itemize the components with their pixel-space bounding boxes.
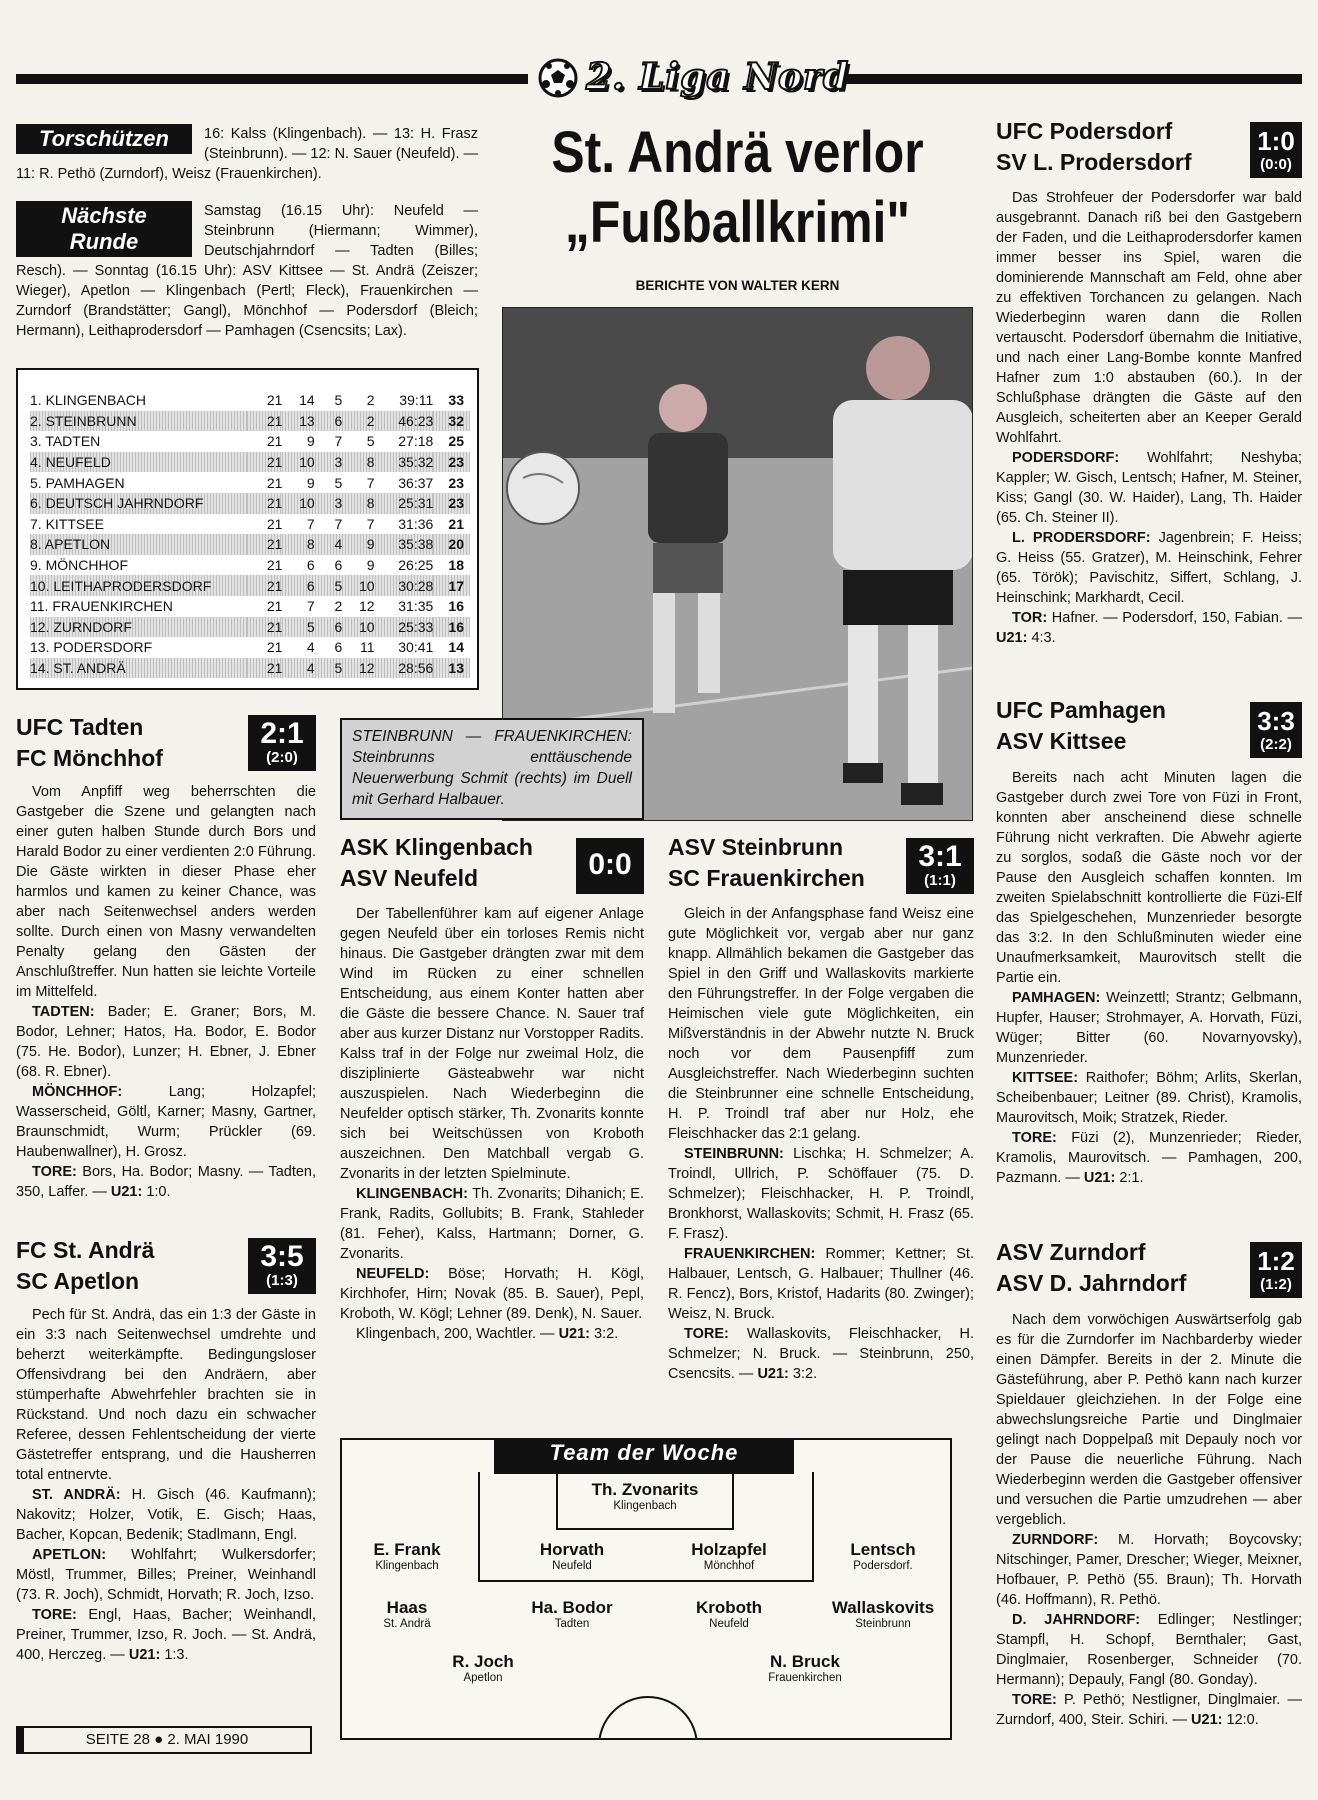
match-standrae-body: Pech für St. Andrä, das ein 1:3 der Gäste in ein 3:3 nach Seitenwechsel umdrehte und beherzt weiterkämpfte. Bedingungsloser Offensivdrang bei den Andräern, aber stümperhafte Abwehrfehler brachten sie in Rückstand. Und noch dazu ein schwacher Referee, dessen Fehlentscheidung der vierte Gästetreffer entsprang, und die Hausherren total entnervte. (16, 1307, 316, 1483)
standings-cell: 8 (342, 452, 374, 473)
standings-cell: 6 (306, 557, 315, 574)
standings-cell: 7 (306, 598, 315, 615)
headline-line2: „Fußballkrimi" (564, 190, 911, 255)
standings-cell: 2 (334, 598, 343, 615)
header-rule-right (842, 74, 1302, 84)
standings-cell: 2 (366, 392, 375, 409)
match-klingenbach-score-value: 0:0 (588, 848, 632, 881)
match-klingenbach-lineup1-label: KLINGENBACH: (356, 1186, 468, 1202)
standings-cell: 5 (282, 617, 314, 638)
standings-cell: 21 (247, 493, 283, 514)
standings-cell: 46:23 (375, 411, 434, 432)
match-pamhagen-u21: 2:1. (1119, 1170, 1144, 1186)
match-podersdorf-team1: UFC Podersdorf (996, 118, 1173, 144)
match-tadten-tore: Bors, Ha. Bodor; Masny. — Tadten, 350, Laffer. — (16, 1164, 317, 1200)
match-steinbrunn-score (906, 838, 974, 894)
torschuetzen-label: Torschützen (16, 124, 192, 154)
match-podersdorf-lineup2: Jagenbrein; F. Heiss; G. Heiss (55. Gratzer), M. Heinschink, Fehrer (65. Török); Pavischitz, Siffert, Schlang, J. Heinschink; Markhardt, Cecil. (996, 530, 1303, 606)
match-steinbrunn-u21-label: U21: (757, 1366, 789, 1382)
match-podersdorf-body: Das Strohfeuer der Podersdorfer war bald ausgebrannt. Danach riß bei den Gastgebern der Faden, und die Leithaprodersdorfer kamen immer besser ins Spiel, waren die dominierende Mannschaft am Feld, ohne aber zu effektiven Torchancen zu gelangen. Nach Wiederbeginn waren dann die Rollen vertauscht. Podersdorf übernahm die Initiative, und nach einer Lang-Bombe konnte Manfred Hafner zum 1:0 abstauben (60.). In der Schlußphase drängten die Gäste auf den Ausgleich, scheiterten aber an Keeper Gerald Wohlfahrt. (996, 190, 1302, 446)
standings-cell: 2 (342, 411, 374, 432)
match-pamhagen-lineup2: Raithofer; Böhm; Arlits, Skerlan, Scheibenbauer; Leitner (89. Christ), Kramolis, Maurovitsch, Moik; Stratzek, Rieder. (996, 1070, 1303, 1126)
player-forward-2: N. Bruck Frauenkirchen (768, 1652, 842, 1684)
standings-cell: 21 (266, 557, 283, 574)
match-pamhagen-team2: ASV Kittsee (996, 728, 1127, 754)
naechste-runde-block (16, 201, 478, 341)
match-standrae-report (16, 1305, 316, 1665)
player-midfielder-3: Kroboth Neufeld (695, 1598, 763, 1630)
match-tadten-score-value: 2:1 (260, 717, 304, 750)
match-podersdorf-halftime: (0:0) (1260, 156, 1292, 173)
standings-cell: 9 (366, 557, 375, 574)
standings-cell: 12 (359, 598, 375, 615)
match-tadten-u21: 1:0. (146, 1184, 171, 1200)
match-podersdorf-lineup2-label: L. PRODERSDORF: (1012, 530, 1151, 546)
photo-caption: STEINBRUNN — FRAUENKIRCHEN: Steinbrunns enttäuschende Neuerwerbung Schmit (rechts) im Duell mit Gerhard Halbauer. (340, 718, 644, 820)
standings-cell: 21 (247, 617, 283, 638)
standings-row (30, 390, 470, 411)
standings-points: 18 (448, 557, 464, 574)
standings-cell: 5 (315, 575, 343, 596)
match-standrae-team2: SC Apetlon (16, 1268, 140, 1294)
match-klingenbach-team2: ASV Neufeld (340, 865, 479, 891)
standings-points: 25 (448, 433, 464, 450)
standings-cell: 21 (266, 639, 283, 656)
standings-team: 14. ST. ANDRÄ (30, 658, 247, 679)
standings-cell: 30:28 (375, 575, 434, 596)
standings-cell: 10 (342, 617, 374, 638)
match-pamhagen-title (996, 695, 1246, 757)
match-zurndorf-tore-label: TORE: (1012, 1692, 1057, 1708)
match-zurndorf-u21: 12:0. (1226, 1712, 1259, 1728)
standings-cell: 6 (334, 557, 343, 574)
match-klingenbach-lineup1: Th. Zvonarits; Dihanich; E. Frank, Radits, Gollubits; B. Frank, Stahleder (81. Feher), Kalss, Hartmann; Dorner, G. Zvonarits. (340, 1186, 644, 1262)
match-zurndorf-team2: ASV D. Jahrndorf (996, 1270, 1187, 1296)
standings-points: 23 (448, 474, 464, 491)
player-defender-2: Horvath Neufeld (539, 1540, 605, 1572)
match-klingenbach-lineup2-label: NEUFELD: (356, 1266, 430, 1282)
match-zurndorf-u21-label: U21: (1191, 1712, 1223, 1728)
match-podersdorf-tore-label: TOR: (1012, 610, 1048, 626)
standings-points: 20 (433, 534, 470, 555)
standings-team: 11. FRAUENKIRCHEN (30, 598, 173, 615)
match-tadten-team1: UFC Tadten (16, 714, 144, 740)
standings-team: 8. APETLON (30, 534, 247, 555)
standings-cell: 9 (306, 474, 315, 491)
match-tadten-team2: FC Mönchhof (16, 745, 163, 771)
match-klingenbach-body: Der Tabellenführer kam auf eigener Anlage gegen Neufeld über ein torloses Remis nicht hinaus. Die Gastgeber drängten zwar mit dem Wind im Rücken zu einer schnellen Entscheidung, aus einem Konter hatten aber die Gäste die bessere Chance. N. Sauer traf aber aus kurzer Distanz nur Vorstopper Radits. Kalss traf in der Folge nur zweimal Holz, die disziplinierte Gästeabwehr war nicht auszuspielen. Nach Wiederbeginn die Neufelder optisch stärker, Th. Zvonarits konnte sich bei Weitschüssen von Kroboth auszeichnen. Den Matchball vergab G. Zvonarits in der letzten Spielminute. (340, 906, 644, 1182)
match-zurndorf-title (996, 1237, 1246, 1299)
standings-table (16, 368, 479, 690)
player-defender-4: Lentsch Podersdorf. (850, 1540, 916, 1572)
standings-team: 13. PODERSDORF (30, 639, 153, 656)
match-tadten-lineup2: Lang; Holzapfel; Wasserscheid, Göltl, Karner; Masny, Gartner, Braunschmidt, Wurm; Prückler (69. Haubenwallner), H. Grosz. (16, 1084, 317, 1160)
standings-cell: 35:32 (375, 452, 434, 473)
match-steinbrunn-tore-label: TORE: (684, 1326, 729, 1342)
page-number: SEITE 28 (85, 1731, 150, 1748)
standings-cell: 7 (334, 515, 343, 532)
player-midfielder-4: Wallaskovits Steinbrunn (831, 1598, 935, 1630)
player-defender-3: Holzapfel Mönchhof (691, 1540, 767, 1572)
standings-team: 9. MÖNCHHOF (30, 557, 128, 574)
match-steinbrunn-team1: ASV Steinbrunn (668, 834, 844, 860)
team-der-woche-title: Team der Woche (494, 1438, 794, 1474)
headline-line1: St. Andrä verlor (551, 120, 924, 185)
standings-cell: 7 (366, 474, 375, 491)
standings-points: 14 (448, 639, 464, 656)
match-steinbrunn-score-value: 3:1 (918, 840, 962, 873)
soccer-ball-icon (538, 58, 578, 103)
standings-cell: 25:31 (375, 493, 434, 514)
standings-row (30, 452, 470, 473)
match-tadten-body: Vom Anpfiff weg beherrschten die Gastgeber die Szene und gelangten nach einer guten halben Stunde durch Bors und Harald Bodor zu einer verdienten 2:0 Führung. Die Gäste wirkten in dieser Phase eher harmlos und kamen zu keiner Chance, was aber nach Seitenwechsel anders werden sollte. Durch einen von Masny verwandelten Penalty gelang den Gästen der Anschlußtreffer. Nun hatten sie leichte Vorteile im Mittelfeld. (16, 784, 316, 1000)
match-pamhagen-report (996, 768, 1302, 1188)
match-standrae-u21-label: U21: (128, 1647, 161, 1663)
standings-cell: 7 (334, 433, 343, 450)
standings-team: 2. STEINBRUNN (30, 411, 247, 432)
standings-cell: 12 (342, 658, 374, 679)
match-tadten-lineup1: Bader; E. Graner; Bors, M. Bodor, Lehner; Hatos, Ha. Bodor, E. Bodor (75. He. Bodor), Lunzer; H. Ebner, J. Ebner (68. R. Ebner). (16, 1004, 316, 1080)
standings-points: 16 (433, 617, 470, 638)
match-pamhagen-halftime: (2:2) (1260, 736, 1292, 753)
match-steinbrunn-tore: Wallaskovits, Fleischhacker, H. Schmelzer; N. Bruck. — Steinbrunn, 250, Csencsits. — (668, 1326, 974, 1382)
standings-cell: 6 (315, 617, 343, 638)
standings-cell: 35:38 (375, 534, 434, 555)
torschuetzen-text: 16: Kalss (Klingenbach). — 13: H. Frasz (Steinbrunn). — 12: N. Sauer (Neufeld). — 11: R. Pethö (Zurndorf), Weisz (Frauenkirchen). (16, 126, 479, 182)
standings-points: 13 (433, 658, 470, 679)
match-tadten-halftime: (2:0) (266, 749, 298, 766)
match-zurndorf-lineup2: Edlinger; Nestlinger; Stampfl, H. Schopf, Bernthaler; Gast, Dinglmaier, Rosenberger, Schneider (70. Hermann); Depauly, Fangl (80. Gonday). (996, 1612, 1302, 1688)
standings-row (30, 431, 470, 452)
match-zurndorf-score-value: 1:2 (1257, 1246, 1295, 1276)
standings-row (30, 411, 470, 432)
standings-cell: 21 (247, 534, 283, 555)
match-podersdorf-tore: Hafner. — Podersdorf, 150, Fabian. — (1051, 610, 1303, 626)
match-tadten-score (248, 715, 316, 771)
match-standrae-halftime: (1:3) (266, 1272, 298, 1289)
match-klingenbach-team1: ASK Klingenbach (340, 834, 533, 860)
match-steinbrunn-u21: 3:2. (792, 1366, 818, 1382)
naechste-runde-label: Nächste Runde (16, 201, 192, 257)
standings-cell: 5 (334, 474, 343, 491)
standings-team: 10. LEITHAPRODERSDORF (30, 575, 247, 596)
match-klingenbach-report (340, 904, 644, 1344)
standings-cell: 21 (266, 392, 283, 409)
header-rule-left (16, 74, 528, 84)
match-pamhagen-lineup2-label: KITTSEE: (1012, 1070, 1079, 1086)
match-tadten-lineup2-label: MÖNCHHOF: (32, 1084, 123, 1100)
standings-cell: 39:11 (399, 392, 434, 409)
standings-cell: 31:36 (398, 515, 434, 532)
standings-cell: 21 (247, 658, 283, 679)
standings-cell: 6 (315, 411, 343, 432)
match-pamhagen-score (1250, 702, 1302, 758)
standings-team: 12. ZURNDORF (30, 617, 247, 638)
player-midfielder-2: Ha. Bodor Tadten (531, 1598, 613, 1630)
standings-row (30, 514, 470, 535)
byline: BERICHTE VON WALTER KERN (635, 278, 840, 293)
section-title: 2. Liga Nord (586, 56, 850, 98)
match-pamhagen-tore-label: TORE: (1012, 1130, 1057, 1146)
match-zurndorf-score (1250, 1242, 1302, 1298)
standings-cell: 27:18 (398, 433, 434, 450)
center-circle (598, 1696, 698, 1740)
player-midfielder-1: Haas St. Andrä (383, 1598, 431, 1630)
headline (533, 118, 942, 258)
match-pamhagen-team1: UFC Pamhagen (996, 697, 1166, 723)
standings-points: 23 (433, 493, 470, 514)
match-standrae-tore: Engl, Haas, Bacher; Weinhandl, Preiner, Trummer, Izso, R. Joch. — St. Andrä, 400, Herczeg. — (16, 1607, 317, 1663)
match-pamhagen-score-value: 3:3 (1257, 706, 1295, 736)
match-klingenbach-lineup2: Böse; Horvath; H. Kögl, Kirchhofer, Hirn; Novak (85. B. Sauer), Pepl, Kroboth, W. Kögl; Lehner (89. Denk), N. Sauer. (340, 1266, 645, 1322)
match-podersdorf-lineup1: Wohlfahrt; Neshyba; Kappler; W. Gisch, Lentsch; Hafner, M. Steiner, Kiss; Gangl (30. W. Haider), Lang, Th. Haider (65. Ch. Steiner II). (996, 450, 1303, 526)
standings-points: 23 (433, 452, 470, 473)
standings-cell: 13 (282, 411, 314, 432)
standings-cell: 25:33 (375, 617, 434, 638)
match-steinbrunn-lineup1: Lischka; H. Schmelzer; A. Troindl, Ullrich, P. Schöffauer (75. D. Schmelzer); Fleischhacker, H. P. Troindl, Bronkhorst, Wallaskovits; Schmit, H. Frasz (65. F. Frasz). (668, 1146, 974, 1242)
standings-cell: 30:41 (398, 639, 434, 656)
standings-row (30, 534, 470, 555)
standings-team: 1. KLINGENBACH (30, 392, 146, 409)
standings-row (30, 658, 470, 679)
standings-cell: 4 (282, 658, 314, 679)
standings-cell: 8 (342, 493, 374, 514)
standings-points: 17 (433, 575, 470, 596)
standings-points: 32 (433, 411, 470, 432)
standings-cell: 4 (315, 534, 343, 555)
match-steinbrunn-lineup2: Rommer; Kettner; St. Halbauer, Lentsch, G. Halbauer; Thullner (46. R. Fencz), Bors, Kristof, Hadarits (80. Zwinger); Weisz, N. Bruck. (668, 1246, 974, 1322)
match-tadten-report (16, 782, 316, 1202)
standings-points: 21 (448, 515, 464, 532)
match-tadten-u21-label: U21: (110, 1184, 143, 1200)
standings-cell: 21 (266, 433, 283, 450)
standings-cell: 11 (360, 639, 375, 656)
match-pamhagen-u21-label: U21: (1083, 1170, 1116, 1186)
match-podersdorf-score (1250, 122, 1302, 178)
match-pamhagen-lineup1: Weinzettl; Strantz; Gelbmann, Hupfer, Hauser; Strohmayer, A. Horvath, Füzi, Wüger; Bitter (60. Novarnyovsky), Munzenrieder. (996, 990, 1302, 1066)
standings-cell: 7 (306, 515, 315, 532)
player-defender-1: E. Frank Klingenbach (373, 1540, 441, 1572)
match-podersdorf-lineup1-label: PODERSDORF: (1012, 450, 1120, 466)
match-klingenbach-tore: Klingenbach, 200, Wachtler. — (356, 1326, 555, 1342)
standings-cell: 7 (366, 515, 375, 532)
match-podersdorf-team2: SV L. Prodersdorf (996, 149, 1192, 175)
issue-date: 2. MAI 1990 (167, 1731, 249, 1748)
standings-cell: 10 (342, 575, 374, 596)
match-klingenbach-u21: 3:2. (594, 1326, 619, 1342)
match-podersdorf-u21: 4:3. (1031, 630, 1056, 646)
standings-cell: 36:37 (398, 474, 434, 491)
team-der-woche-pitch (340, 1438, 952, 1740)
standings-cell: 21 (266, 474, 283, 491)
standings-cell: 21 (247, 411, 283, 432)
match-podersdorf-score-value: 1:0 (1257, 126, 1295, 156)
standings-cell: 3 (315, 493, 343, 514)
standings-row (30, 555, 470, 576)
match-zurndorf-tore: P. Pethö; Nestligner, Dinglmaier. — Zurndorf, 400, Steir. Schiri. — (996, 1692, 1302, 1728)
match-standrae-lineup1: H. Gisch (46. Kaufmann); Nakovitz; Holzer, Votik, E. Gisch; Haas, Bacher, Kopcan, Bedenik; Stadlmann, Engl. (16, 1487, 316, 1543)
standings-team: 3. TADTEN (30, 433, 101, 450)
standings-row (30, 596, 470, 617)
standings-cell: 28:56 (375, 658, 434, 679)
standings-team: 7. KITTSEE (30, 515, 104, 532)
standings-cell: 6 (334, 639, 343, 656)
standings-cell: 21 (247, 575, 283, 596)
match-standrae-lineup2: Wohlfahrt; Wulkersdorfer; Möstl, Trummer, Billes; Preiner, Weinhandl (73. R. Joch), Schmidt, Horvath; R. Joch, Izso. (16, 1547, 316, 1603)
match-standrae-u21: 1:3. (164, 1647, 189, 1663)
match-steinbrunn-body: Gleich in der Anfangsphase fand Weisz eine gute Möglichkeit vor, vergab aber nur ganz knapp. Allmählich bekamen die Gastgeber das Spiel in den Griff und Wallaskovits markierte den Führungstreffer. In der Folge vergaben die Heimischen viele gute Möglichkeiten, ein Mißverständnis in der Abwehr nutzte N. Bruck noch vor dem Pausenpfiff zum Ausgleichstreffer. Nach Wiederbeginn suchten die Steinbrunner eine schnelle Entscheidung, H. P. Troindl traf aber nur Holz, ehe Fleischhacker das 2:1 gelang. (668, 906, 974, 1142)
standings-points: 33 (448, 392, 464, 409)
match-standrae-score-value: 3:5 (260, 1240, 304, 1273)
standings-cell: 21 (266, 598, 283, 615)
standings-row (30, 493, 470, 514)
standings-cell: 9 (342, 534, 374, 555)
match-podersdorf-u21-label: U21: (996, 630, 1028, 646)
page-footer (16, 1726, 312, 1754)
match-standrae-lineup1-label: ST. ANDRÄ: (32, 1487, 121, 1503)
standings-cell: 5 (334, 392, 343, 409)
match-pamhagen-lineup1-label: PAMHAGEN: (1012, 990, 1101, 1006)
standings-cell: 4 (306, 639, 315, 656)
standings-row (30, 575, 470, 596)
footer-bullet-icon: ● (154, 1731, 164, 1748)
standings-cell: 21 (266, 515, 283, 532)
match-pamhagen-tore: Füzi (2), Munzenrieder; Rieder, Kramolis, Maurovitsch. — Pamhagen, 200, Pazmann. — (996, 1130, 1302, 1186)
torschuetzen-block (16, 124, 478, 184)
standings-team: 6. DEUTSCH JAHRNDORF (30, 493, 247, 514)
standings-cell: 10 (282, 493, 314, 514)
match-standrae-lineup2-label: APETLON: (32, 1547, 107, 1563)
standings-cell: 9 (306, 433, 315, 450)
match-standrae-team1: FC St. Andrä (16, 1237, 155, 1263)
match-podersdorf-report (996, 188, 1302, 648)
standings-cell: 3 (315, 452, 343, 473)
match-steinbrunn-lineup1-label: STEINBRUNN: (684, 1146, 784, 1162)
standings-row (30, 637, 470, 658)
match-steinbrunn-halftime: (1:1) (924, 872, 956, 889)
naechste-runde-text: Samstag (16.15 Uhr): Neufeld — Steinbrunn (Hiermann; Wimmer), Deutschjahrndorf — Tadten (Billes; Resch). — Sonntag (16.15 Uhr): ASV Kittsee — St. Andrä (Zeiszer; Wieger), Apetlon — Klingenbach (Pertl; Fleck), Frauenkirchen — Zurndorf (Brandstätter; Gangl), Mönchhof — Podersdorf (Bleich; Hermann), Leithaprodersdorf — Pamhagen (Csencsits; Lax). (16, 203, 478, 339)
standings-points: 16 (448, 598, 464, 615)
match-zurndorf-lineup2-label: D. JAHRNDORF: (1012, 1612, 1141, 1628)
match-zurndorf-report (996, 1310, 1302, 1730)
match-zurndorf-lineup1: M. Horvath; Boycovsky; Nitschinger, Pamer, Drescher; Wieger, Meixner, Hofbauer, P. Pethö (55. Braun); Th. Horvath (46. Hoffmann), R. Pethö. (996, 1532, 1302, 1608)
standings-cell: 14 (299, 392, 315, 409)
match-zurndorf-team1: ASV Zurndorf (996, 1239, 1146, 1265)
match-steinbrunn-team2: SC Frauenkirchen (668, 865, 865, 891)
match-zurndorf-halftime: (1:2) (1260, 1276, 1292, 1293)
standings-team: 5. PAMHAGEN (30, 474, 125, 491)
player-goalkeeper: Th. Zvonarits Klingenbach (591, 1480, 699, 1512)
match-steinbrunn-report (668, 904, 974, 1384)
match-tadten-tore-label: TORE: (32, 1164, 77, 1180)
match-pamhagen-body: Bereits nach acht Minuten lagen die Gastgeber durch zwei Tore von Füzi in Front, konnten aber anscheinend diese schnelle Führung nicht verkraften. Die Abwehr agierte zu sorglos, sodaß die Gäste noch vor der Pause den Ausgleich schaffen konnten. Im zweiten Spielabschnitt kontrollierte die Füzi-Elf das Spielgeschehen, Munzenrieder besorgte das 3:2. In den Schlußminuten wieder eine Unaufmerksamkeit, Maurovitsch stellt die Partie ein. (996, 770, 1302, 986)
player-forward-1: R. Joch Apetlon (452, 1652, 514, 1684)
standings-cell: 10 (282, 452, 314, 473)
match-standrae-score (248, 1238, 316, 1294)
standings-cell: 31:35 (398, 598, 434, 615)
standings-row (30, 617, 470, 638)
standings-cell: 5 (315, 658, 343, 679)
standings-row (30, 472, 470, 493)
standings-team: 4. NEUFELD (30, 452, 247, 473)
standings-cell: 21 (247, 452, 283, 473)
match-tadten-lineup1-label: TADTEN: (32, 1004, 95, 1020)
match-podersdorf-title (996, 116, 1246, 178)
match-steinbrunn-lineup2-label: FRAUENKIRCHEN: (684, 1246, 816, 1262)
match-klingenbach-score (576, 838, 644, 894)
standings-cell: 5 (366, 433, 375, 450)
match-zurndorf-lineup1-label: ZURNDORF: (1012, 1532, 1099, 1548)
standings-cell: 8 (282, 534, 314, 555)
match-klingenbach-u21-label: U21: (558, 1326, 591, 1342)
standings-cell: 6 (282, 575, 314, 596)
match-standrae-tore-label: TORE: (32, 1607, 77, 1623)
standings-cell: 26:25 (398, 557, 434, 574)
match-zurndorf-body: Nach dem vorwöchigen Auswärtserfolg gab es für die Zurndorfer im Nachbarderby wieder einen Dämpfer. Bereits in der 2. Minute die Gästeführung, aber P. Pethö kann nach kurzer Spieldauer gleichziehen. In der Folge eine abwechslungsreiche Partie und Dinglmaier gelingt nach Doppelpaß mit Depauly noch vor der Pause die neuerliche Führung. Nach Wiederbeginn werden die Gastgeber offensiver und versuchen die Partie umzudrehen — aber vergeblich. (996, 1312, 1302, 1528)
